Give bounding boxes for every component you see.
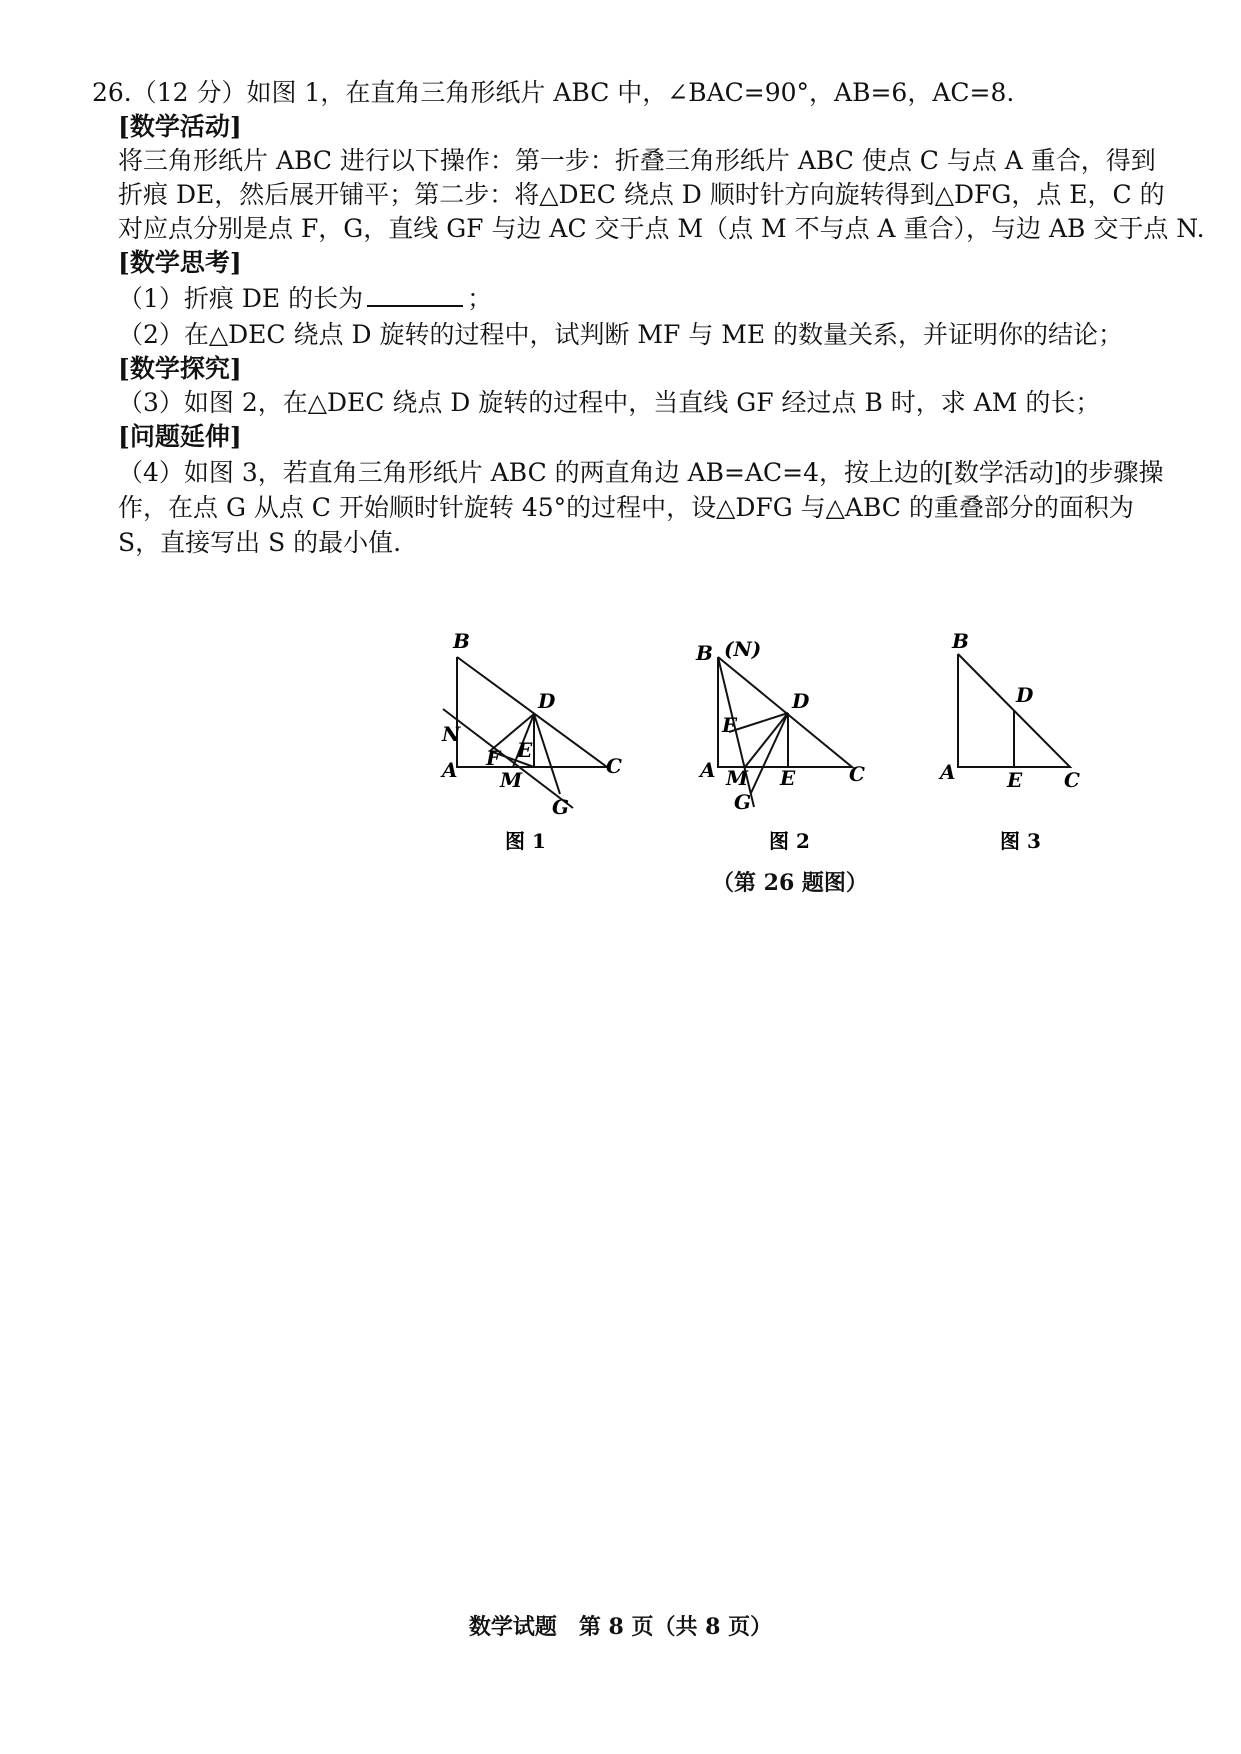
fig1-label-a: A — [442, 758, 458, 782]
fig1-label-g: G — [552, 795, 570, 819]
fig2-label-d: D — [792, 689, 810, 713]
section-math-exploration: [数学探究] — [118, 354, 242, 383]
question-text-line: 对应点分别是点 F，G，直线 GF 与边 AC 交于点 M（点 M 不与点 A 重合），与边 AB 交于点 N. — [118, 214, 1205, 243]
fig2-label-m: M — [726, 766, 749, 790]
subquestion-1-text: （1）折痕 DE 的长为 — [118, 284, 364, 313]
fig3-label-c: C — [1064, 768, 1080, 792]
figure-3 — [958, 654, 1070, 767]
question-text-line: 将三角形纸片 ABC 进行以下操作：第一步：折叠三角形纸片 ABC 使点 C 与点 A 重合，得到 — [118, 146, 1156, 175]
fig1-caption: 图 1 — [505, 829, 546, 853]
fig3-caption: 图 3 — [1000, 829, 1041, 853]
fig2-label-f: F — [722, 713, 737, 737]
question-title: 26.（12 分）如图 1，在直角三角形纸片 ABC 中，∠BAC=90°，AB=6，AC=8. — [92, 78, 1015, 107]
subquestion-4-cont: 作，在点 G 从点 C 开始顺时针旋转 45°的过程中，设△DFG 与△ABC 的重叠部分的面积为 — [118, 493, 1134, 522]
subquestion-1-end: ； — [467, 284, 493, 313]
fig2-label-g: G — [734, 790, 752, 814]
fig2-label-b: B — [696, 641, 713, 665]
fig2-label-a: A — [700, 758, 716, 782]
fig2-segment-df — [729, 713, 788, 732]
fig3-label-e: E — [1007, 768, 1023, 792]
question-text-line: 折痕 DE，然后展开铺平；第二步：将△DEC 绕点 D 顺时针方向旋转得到△DFG，点 E，C 的 — [118, 180, 1165, 209]
section-math-activity: [数学活动] — [118, 112, 242, 141]
fig1-label-n: N — [442, 722, 461, 746]
fig1-label-f: F — [486, 746, 501, 770]
subquestion-3: （3）如图 2，在△DEC 绕点 D 旋转的过程中，当直线 GF 经过点 B 时，求 AM 的长； — [118, 388, 1101, 417]
figure-1 — [443, 657, 607, 808]
subquestion-2: （2）在△DEC 绕点 D 旋转的过程中，试判断 MF 与 ME 的数量关系，并证明你的结论； — [118, 320, 1124, 349]
fig3-label-a: A — [940, 760, 956, 784]
fig1-label-m: M — [500, 768, 523, 792]
fig3-label-b: B — [952, 629, 969, 653]
subquestion-4-cont: S，直接写出 S 的最小值. — [118, 528, 402, 557]
fig1-label-e: E — [517, 738, 533, 762]
fig2-label-c: C — [849, 762, 865, 786]
fig1-label-b: B — [453, 629, 470, 653]
fig3-label-d: D — [1016, 683, 1034, 707]
fig1-label-c: C — [606, 754, 622, 778]
subquestion-4: （4）如图 3，若直角三角形纸片 ABC 的两直角边 AB=AC=4，按上边的[数学活动]的步骤操 — [118, 458, 1164, 487]
page-footer: 数学试题 第 8 页（共 8 页） — [468, 1614, 773, 1640]
section-math-thinking: [数学思考] — [118, 248, 242, 277]
fig2-caption: 图 2 — [769, 829, 810, 853]
fig1-label-d: D — [538, 689, 556, 713]
fig2-label-n: (N) — [724, 637, 762, 661]
figure-group-caption: （第 26 题图） — [712, 870, 868, 896]
fig2-label-e: E — [780, 766, 796, 790]
section-problem-extension: [问题延伸] — [118, 422, 242, 451]
fig2-triangle-abc — [718, 657, 852, 767]
